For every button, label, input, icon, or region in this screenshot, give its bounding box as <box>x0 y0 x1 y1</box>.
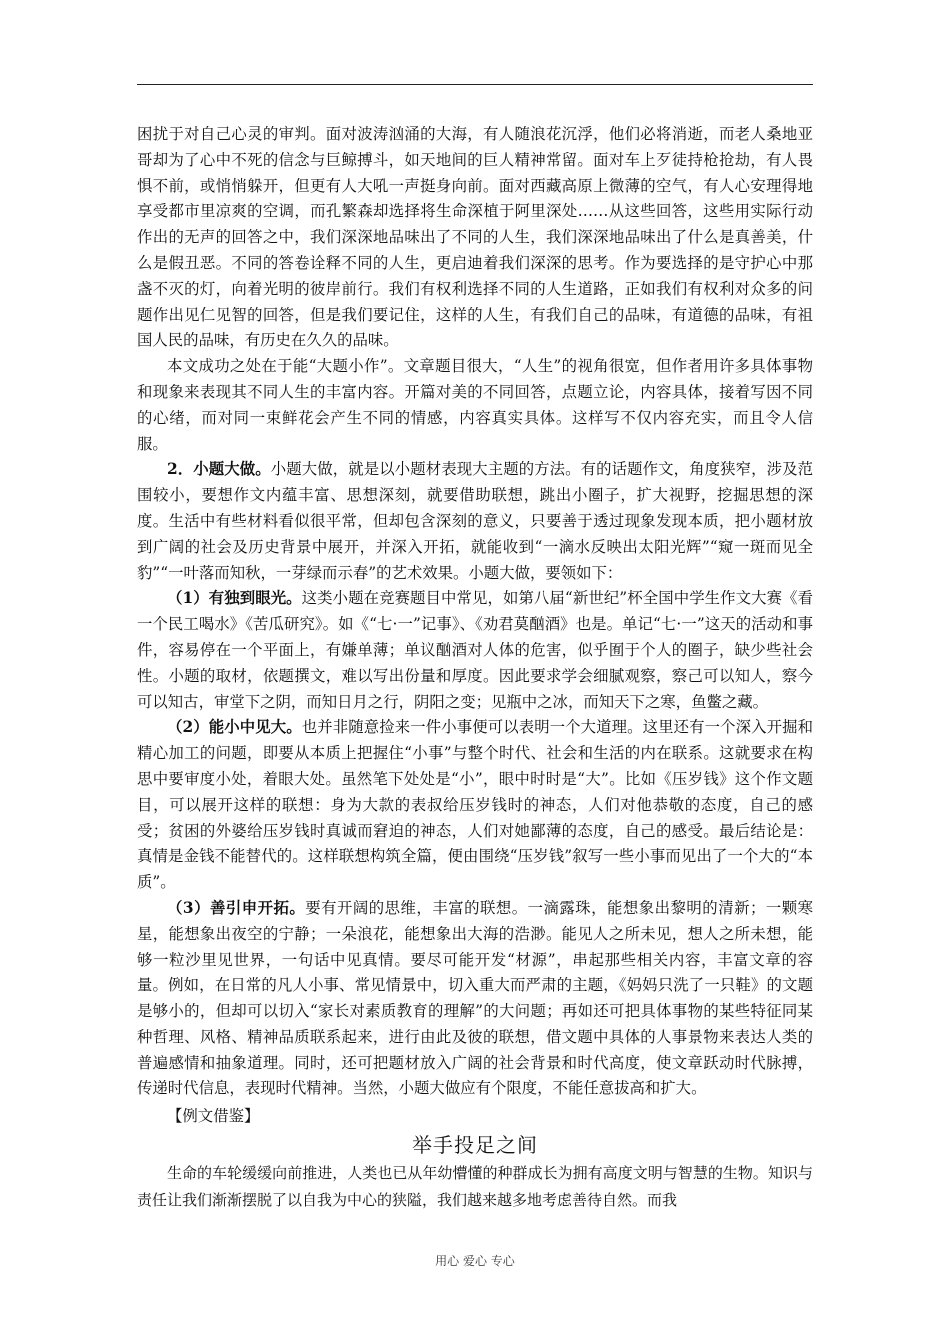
method-2-text: 小题大做，就是以小题材表现大主题的方法。有的话题作文，角度狭窄，涉及范围较小，要想作文内蕴丰富、思想深刻，就要借助联想，跳出小圈子，扩大视野，挖掘思想的深度。生活中有些材料看似很平常，但却包含深刻的意义，只要善于透过现象发现本质，把小题材放到广阔的社会及历史背景中展开，并深入开拓，就能收到“一滴水反映出太阳光辉”“窥一斑而见全豹”“一叶落而知秋，一芽绿而示春”的艺术效果。小题大做，要领如下： <box>137 460 813 582</box>
essay-title: 举手投足之间 <box>412 1133 538 1158</box>
point-3-text: 要有开阔的思维，丰富的联想。一滴露珠，能想象出黎明的清新；一颗寒星，能想象出夜空的宁静；一朵浪花，能想象出大海的浩渺。能见人之所未见，想人之所未想，能够一粒沙里见世界，一句话中见真情。要尽可能开发“材源”，串起那些相关内容，丰富文章的容量。例如，在日常的凡人小事、常见情景中，切入重大而严肃的主题，《妈妈只洗了一只鞋》的文题是够小的，但却可以切入“家长对素质教育的理解”的大问题；再如还可把具体事物的某些特征同某种哲理、风格、精神品质联系起来，进行由此及彼的联想，借文题中具体的人事景物来表达人类的普遍感情和抽象道理。同时，还可把题材放入广阔的社会背景和时代高度，使文章跃动时代脉搏，传递时代信息，表现时代精神。当然，小题大做应有个限度，不能任意拔高和扩大。 <box>137 898 813 1098</box>
point-1-text: 这类小题在竞赛题目中常见，如第八届“新世纪”杯全国中学生作文大赛《看一个民工喝水》《苦瓜研究》。如《“七·一”记事》、《劝君莫酗酒》也是。单记“七·一”这天的活动和事件，容易停在一个平面上，有嫌单薄；单议酗酒对人体的危害，似乎囿于个人的圈子，缺少些社会性。小题的取材，依题撰文，难以写出份量和厚度。因此要求学会细腻观察，察己可以知人，察今可以知古，审堂下之阴，而知日月之行，阴阳之变；见瓶中之冰，而知天下之寒，鱼鳖之藏。 <box>137 589 813 711</box>
paragraph-point-3 <box>137 896 813 1102</box>
paragraph-commentary: 本文成功之处在于能“大题小作”。文章题目很大，“人生”的视角很宽，但作者用许多具体事物和现象来表现其不同人生的丰富内容。开篇对美的不同回答，点题立论，内容具体，接着写因不同的心绪，而对同一束鲜花会产生不同的情感，内容真实具体。这样写不仅内容充实，而且令人信服。 <box>137 357 813 453</box>
point-3-title: （3）善引申开拓。 <box>167 898 306 917</box>
point-2-text: 也并非随意捡来一件小事便可以表明一个大道理。这里还有一个深入开掘和精心加工的问题，即要从本质上把握住“小事”与整个时代、社会和生活的内在联系。这就要求在构思中要审度小处，着眼大处。虽然笔下处处是“小”，眼中时时是“大”。比如《压岁钱》这个作文题目，可以展开这样的联想：身为大款的表叔给压岁钱时的神态，人们对他恭敬的态度，自己的感受；贫困的外婆给压岁钱时真诚而窘迫的神态，人们对她鄙薄的态度，自己的感受。最后结论是：真情是金钱不能替代的。这样联想构筑全篇，便由围绕“压岁钱”叙写一些小事而见出了一个大的“本质”。 <box>137 718 813 892</box>
page-content <box>137 122 813 1214</box>
paragraph-method-2 <box>137 457 813 586</box>
paragraph-continued: 困扰于对自己心灵的审判。面对波涛汹涌的大海，有人随浪花沉浮，他们必将消逝，而老人桑地亚哥却为了心中不死的信念与巨鲸搏斗，如天地间的巨人精神常留。面对车上歹徒持枪抢劫，有人畏惧不前，或悄悄躲开，但更有人大吼一声挺身向前。面对西藏高原上微薄的空气，有人心安理得地享受都市里凉爽的空调，而孔繁森却选择将生命深植于阿里深处……从这些回答，这些用实际行动作出的无声的回答之中，我们深深地品味出了不同的人生，我们深深地品味出了什么是真善美，什么是假丑恶。不同的答卷诠释不同的人生，更启迪着我们深深的思考。作为要选择的是守护心中那盏不灭的灯，向着光明的彼岸前行。我们有权利选择不同的人生道路，正如我们有权利对众多的问题作出见仁见智的回答，但是我们要记住，这样的人生，有我们自己的品味，有道德的品味，有祖国人民的品味，有历史在久久的品味。 <box>137 125 813 350</box>
paragraph-point-1 <box>137 586 813 715</box>
section-heading: 【例文借鉴】 <box>167 1107 260 1126</box>
page-footer: 用心 爱心 专心 <box>435 1254 515 1268</box>
header-rule <box>137 84 813 85</box>
point-1-title: （1）有独到眼光。 <box>167 589 302 608</box>
essay-paragraph: 生命的车轮缓缓向前推进，人类也已从年幼懵懂的种群成长为拥有高度文明与智慧的生物。知识与责任让我们渐渐摆脱了以自我为中心的狭隘，我们越来越多地考虑善待自然。而我 <box>137 1164 813 1210</box>
point-2-title: （2）能小中见大。 <box>167 718 302 737</box>
method-2-title: 2．小题大做。 <box>167 460 271 479</box>
paragraph-point-2 <box>137 715 813 896</box>
